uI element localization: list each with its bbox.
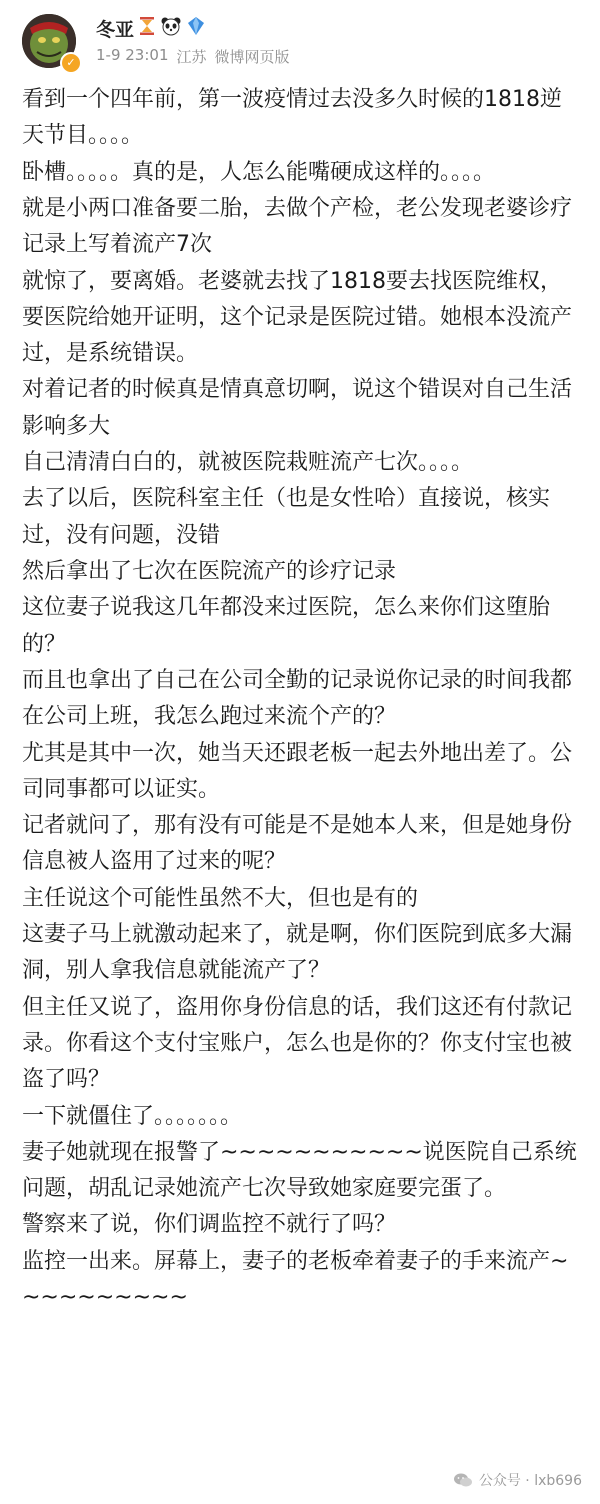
post-line: 尤其是其中一次，她当天还跟老板一起去外地出差了。公司同事都可以证实。 [22, 740, 573, 802]
diamond-badge-icon [186, 16, 206, 40]
post-line: 这位妻子说我这几年都没来过医院，怎么来你们这堕胎的？ [22, 595, 551, 657]
post-line: 就是小两口准备要二胎，去做个产检，老公发现老婆诊疗记录上写着流产7次 [22, 195, 573, 258]
post-time: 1-9 23:01 [96, 46, 169, 64]
post-line: 警察来了说，你们调监控不就行了吗？ [22, 1212, 397, 1238]
wechat-icon [453, 1472, 473, 1488]
post-line: 记者就问了，那有没有可能是不是她本人来，但是她身份信息被人盗用了过来的呢？ [22, 813, 573, 875]
panda-icon [160, 16, 182, 40]
post-content [22, 82, 578, 1316]
watermark [453, 1470, 582, 1490]
post-line: 一下就僵住了。。。。。。。 [22, 1103, 243, 1129]
post-line: 监控一出来。屏幕上，妻子的老板牵着妻子的手来流产~~~~~~~~~~ [22, 1248, 569, 1311]
post-header [22, 12, 582, 72]
verified-badge-icon: ✓ [60, 52, 82, 74]
post-location: 江苏 [176, 48, 207, 66]
post-meta [96, 46, 290, 67]
post-line: 卧槽。。。。。真的是，人怎么能嘴硬成这样的。。。。 [22, 159, 496, 185]
name-row [96, 14, 206, 42]
post-line: 这妻子马上就激动起来了，就是啊，你们医院到底多大漏洞，别人拿我信息就能流产了？ [22, 922, 573, 984]
post-line: 然后拿出了七次在医院流产的诊疗记录 [22, 558, 397, 584]
hourglass-icon [138, 16, 156, 40]
post-line: 看到一个四年前，第一波疫情过去没多久时候的1818逆天节目。。。。 [22, 87, 562, 149]
username[interactable]: 冬亚 [96, 18, 135, 41]
post-line: 自己清清白白的，就被医院栽赃流产七次。。。。 [22, 449, 474, 475]
post-line: 主任说这个可能性虽然不大，但也是有的 [22, 885, 419, 911]
post-line: 就惊了，要离婚。老婆就去找了1818要去找医院维权，要医院给她开证明，这个记录是医院过错。她根本没流产过，是系统错误。 [22, 268, 573, 366]
post-source[interactable]: 微博网页版 [214, 48, 290, 66]
post-line: 而且也拿出了自己在公司全勤的记录说你记录的时间我都在公司上班，我怎么跑过来流个产的？ [22, 667, 573, 730]
post-line: 对着记者的时候真是情真意切啊，说这个错误对自己生活影响多大 [22, 377, 573, 439]
post-line: 妻子她就现在报警了~~~~~~~~~~~说医院自己系统问题，胡乱记录她流产七次导致她家庭要完蛋了。 [22, 1139, 577, 1202]
post-line: 去了以后，医院科室主任（也是女性哈）直接说，核实过，没有问题，没错 [22, 486, 551, 548]
post-line: 但主任又说了，盗用你身份信息的话，我们这还有付款记录。你看这个支付宝账户，怎么也是你的？你支付宝也被盗了吗？ [22, 994, 573, 1093]
watermark-text: 公众号 · lxb696 [478, 1473, 582, 1489]
